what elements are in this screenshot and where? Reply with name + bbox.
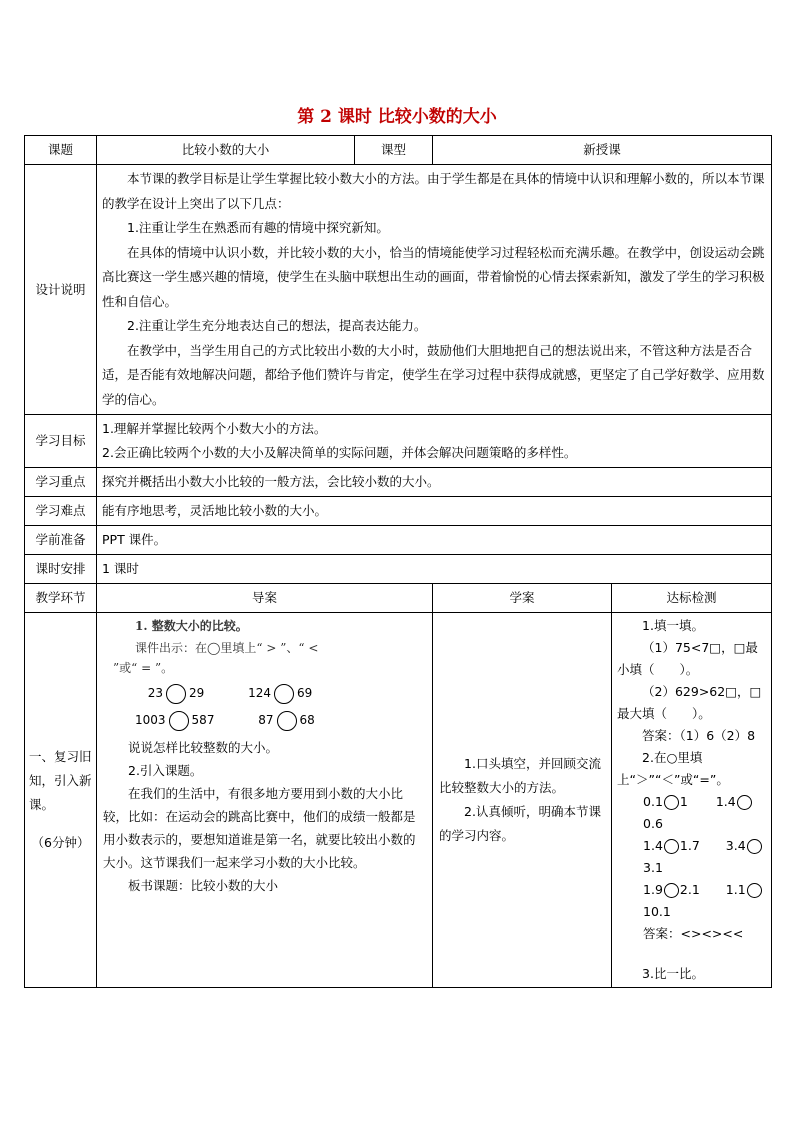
key-point-row	[25, 468, 772, 497]
topic-value: 比较小数的大小	[97, 136, 355, 165]
check-pairs	[617, 879, 766, 923]
schedule-label: 课时安排	[25, 555, 97, 584]
guide-board: 板书课题：比较小数的大小	[128, 878, 279, 893]
pair-left: 1.9	[643, 882, 663, 897]
study-item: 2.认真倾听，明确本节课的学习内容。	[439, 804, 601, 843]
compare-right: 29	[189, 686, 205, 700]
schedule-value: 1 课时	[97, 555, 772, 584]
design-label: 设计说明	[25, 165, 97, 415]
header-study: 学案	[433, 584, 612, 613]
check-pair-row	[643, 879, 766, 923]
blank-circle	[664, 883, 679, 898]
blank-circle	[664, 795, 679, 810]
compare-pair	[135, 709, 216, 732]
blank-circle	[737, 795, 752, 810]
check-q1b: （2）629>62□，□最大填（ ）。	[617, 684, 762, 721]
pair-right: 1.7	[679, 838, 700, 853]
header-check: 达标检测	[612, 584, 772, 613]
compare-left: 87	[258, 713, 274, 727]
goal-item: 2.会正确比较两个小数的大小及解决简单的实际问题，并体会解决问题策略的多样性。	[102, 445, 577, 460]
preparation-value: PPT 课件。	[97, 526, 772, 555]
topic-row	[25, 136, 772, 165]
stage1-cell	[25, 613, 97, 988]
compare-left: 124	[248, 686, 271, 700]
schedule-row	[25, 555, 772, 584]
compare-right: 69	[297, 686, 313, 700]
design-paragraph: 本节课的教学目标是让学生掌握比较小数大小的方法。由于学生都是在具体的情境中认识和理解小数的，所以本节课的教学在设计上突出了以下几点：	[102, 171, 765, 211]
compare-pair	[135, 682, 213, 705]
key-point-label: 学习重点	[25, 468, 97, 497]
type-label: 课型	[355, 136, 433, 165]
check-pair-row	[643, 835, 766, 879]
compare-left: 23	[147, 686, 163, 700]
difficulty-row	[25, 497, 772, 526]
pair-left: 0.1	[643, 794, 663, 809]
check-q1a: （1）75<7□，□最小填（ ）。	[617, 640, 758, 677]
lesson-plan-table	[24, 135, 772, 988]
goals-label: 学习目标	[25, 415, 97, 468]
preparation-row	[25, 526, 772, 555]
difficulty-value: 能有序地思考，灵活地比较小数的大小。	[97, 497, 772, 526]
pair-left: 1.4	[643, 838, 663, 853]
guide-cell	[97, 613, 433, 988]
blank-circle	[277, 711, 297, 731]
check-q3: 3.比一比。	[642, 966, 704, 981]
blank-circle	[747, 839, 762, 854]
design-content	[97, 165, 772, 415]
check-cell	[612, 613, 772, 988]
guide-courseware: 课件出示：在◯里填上“ > ”、“ < ”或“ = ”。	[113, 641, 319, 675]
pair-left: 1.1	[725, 882, 746, 897]
guide-intro: 在我们的生活中，有很多地方要用到小数的大小比较，比如：在运动会的跳高比赛中，他们的成绩一般都是用小数表示的，要想知道谁是第一名，就要比较出小数的大小。这节课我们一起来学习小数的大小比较。	[103, 786, 416, 870]
stage-header-row	[25, 584, 772, 613]
study-item: 1.口头填空，并回顾交流比较整数大小的方法。	[439, 756, 601, 795]
pair-left: 1.4	[715, 794, 736, 809]
blank-circle	[169, 711, 189, 731]
goals-content	[97, 415, 772, 468]
design-row	[25, 165, 772, 415]
guide-item2: 2.引入课题。	[128, 763, 203, 778]
topic-label: 课题	[25, 136, 97, 165]
design-paragraph: 在具体的情境中认识小数，并比较小数的大小，恰当的情境能使学习过程轻松而充满乐趣。在教学中，创设运动会跳高比赛这一学生感兴趣的情境，使学生在头脑中联想出生动的画面，带着愉悦的心情去探索新知，激发了学生的学习积极性和自信心。	[102, 244, 765, 309]
design-paragraph: 2.注重让学生充分地表达自己的想法，提高表达能力。	[127, 318, 427, 333]
study-cell	[433, 613, 612, 988]
preparation-label: 学前准备	[25, 526, 97, 555]
design-paragraph: 1.注重让学生在熟悉而有趣的情境中探究新知。	[127, 220, 389, 235]
design-paragraph: 在教学中，当学生用自己的方式比较出小数的大小时，鼓励他们大胆地把自己的想法说出来，不管这种方法是否合适，是否能有效地解决问题，都给予他们赞许与肯定，使学生在学习过程中获得成就感，更坚定了自己学好数学、应用数学的信心。	[102, 342, 765, 407]
difficulty-label: 学习难点	[25, 497, 97, 526]
stage1-row	[25, 613, 772, 988]
pair-right: 10.1	[643, 904, 671, 919]
check-pair-row	[643, 791, 766, 835]
blank-circle	[664, 839, 679, 854]
check-pairs	[617, 835, 766, 879]
type-value: 新授课	[433, 136, 772, 165]
goal-item: 1.理解并掌握比较两个小数大小的方法。	[102, 421, 327, 436]
compare-pair	[243, 682, 321, 705]
header-guide: 导案	[97, 584, 433, 613]
blank-circle	[274, 684, 294, 704]
header-stage: 教学环节	[25, 584, 97, 613]
check-answer1: 答案：（1）6（2）8	[642, 728, 756, 743]
guide-talk: 说说怎样比较整数的大小。	[128, 740, 279, 755]
page-title: 第 2 课时 比较小数的大小	[297, 107, 497, 127]
check-pairs	[617, 791, 766, 835]
pair-right: 1	[679, 794, 688, 809]
compare-row	[135, 682, 426, 705]
compare-row	[135, 709, 426, 732]
check-answer2: 答案：<><><<	[643, 926, 744, 941]
blank-circle	[747, 883, 762, 898]
stage1-name: 一、复习旧知，引入新课。	[29, 749, 92, 812]
pair-right: 3.1	[643, 860, 663, 875]
check-q2: 2.在○里填上“＞”“＜”或“=”。	[617, 750, 729, 787]
check-q1: 1.填一填。	[642, 618, 704, 633]
stage1-time: （6分钟）	[31, 835, 90, 850]
compare-pair	[246, 709, 324, 732]
compare-right: 587	[191, 713, 215, 727]
compare-right: 68	[299, 713, 315, 727]
pair-left: 3.4	[725, 838, 746, 853]
key-point-value: 探究并概括出小数大小比较的一般方法，会比较小数的大小。	[97, 468, 772, 497]
pair-right: 0.6	[643, 816, 663, 831]
goals-row	[25, 415, 772, 468]
guide-item1: 1. 整数大小的比较。	[135, 619, 248, 633]
pair-right: 2.1	[679, 882, 700, 897]
blank-circle	[166, 684, 186, 704]
compare-left: 1003	[135, 713, 166, 727]
